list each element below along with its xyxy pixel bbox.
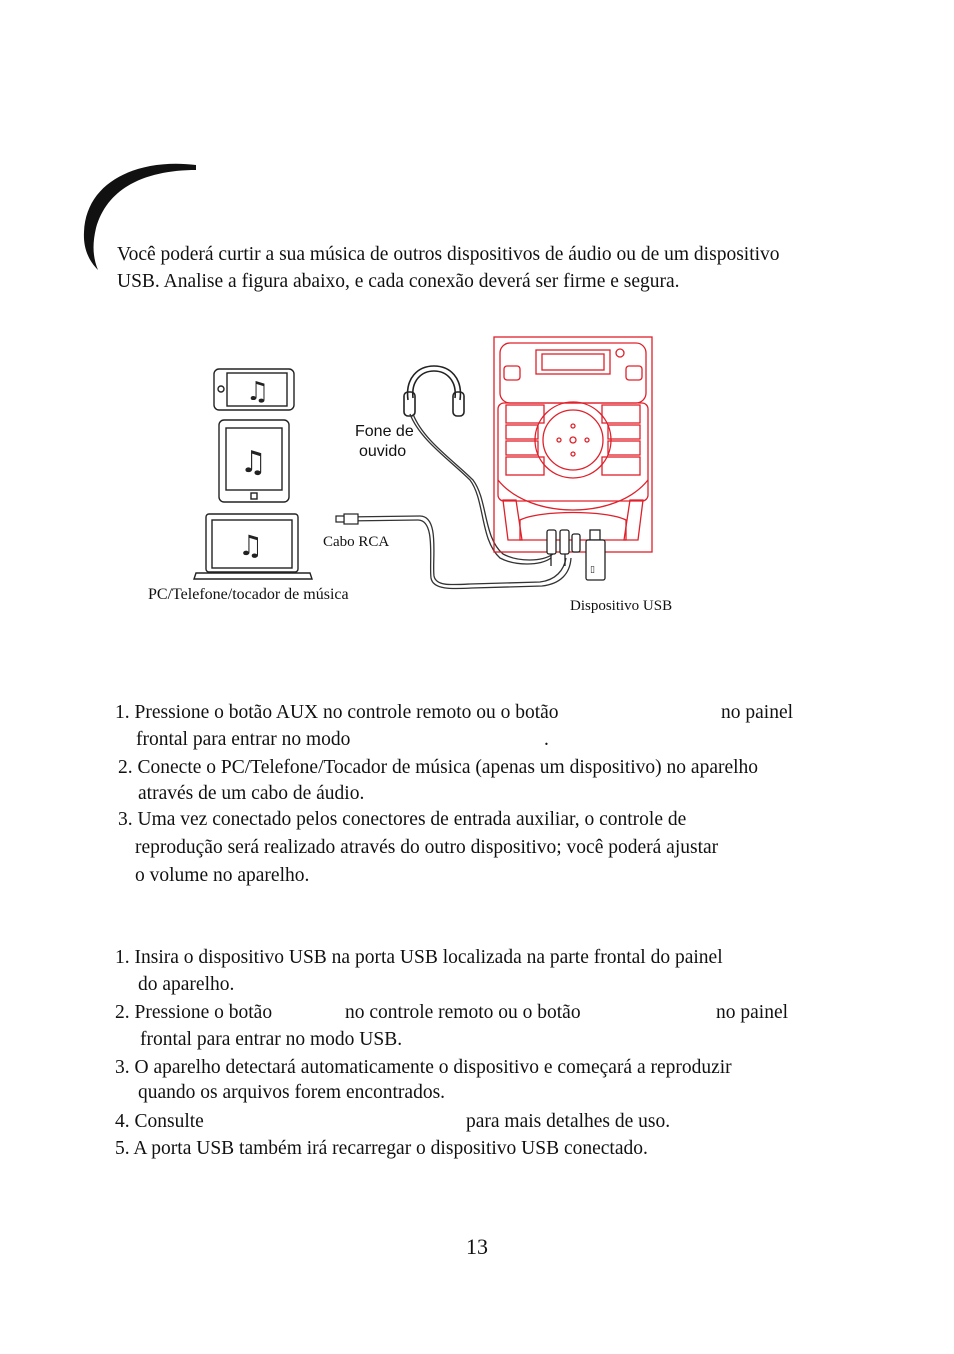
usb-step-3b: quando os arquivos forem encontrados. bbox=[138, 1082, 446, 1103]
aux-step-3c: o volume no aparelho. bbox=[135, 865, 310, 886]
intro-line-2: USB. Analise a figura abaixo, e cada conexão deverá ser firme e segura. bbox=[117, 271, 680, 292]
usb-step-2c: no painel bbox=[716, 1002, 789, 1023]
aux-step-1a: 1. Pressione o botão AUX no controle remoto ou o botão bbox=[115, 702, 559, 723]
phone-icon bbox=[214, 369, 294, 410]
svg-text:♫: ♫ bbox=[246, 377, 270, 407]
speaker-unit bbox=[494, 337, 652, 552]
usb-step-1a: 1. Insira o dispositivo USB na porta USB localizada na parte frontal do painel bbox=[115, 947, 723, 968]
aux-step-2b: através de um cabo de áudio. bbox=[138, 783, 365, 804]
svg-text:♫: ♫ bbox=[238, 529, 264, 562]
usb-step-2b: no controle remoto ou o botão bbox=[345, 1002, 581, 1023]
aux-step-1d: . bbox=[544, 729, 549, 750]
usb-step-2a: 2. Pressione o botão bbox=[115, 1002, 273, 1023]
usb-step-2d: frontal para entrar no modo USB. bbox=[140, 1029, 403, 1050]
headphone-label-line-1: Fone de bbox=[355, 423, 414, 440]
svg-text:▯: ▯ bbox=[590, 565, 595, 575]
aux-step-1b: no painel bbox=[721, 702, 794, 723]
usb-stick-icon bbox=[586, 530, 605, 580]
usb-step-1b: do aparelho. bbox=[138, 974, 235, 995]
intro-line-1: Você poderá curtir a sua música de outros dispositivos de áudio ou de um dispositivo bbox=[117, 244, 780, 265]
usb-device-label: Dispositivo USB bbox=[570, 598, 673, 614]
aux-step-2a: 2. Conecte o PC/Telefone/Tocador de música (apenas um dispositivo) no aparelho bbox=[118, 757, 759, 778]
headphone-label-line-2: ouvido bbox=[359, 443, 407, 460]
usb-step-3a: 3. O aparelho detectará automaticamente o dispositivo e começará a reproduzir bbox=[115, 1057, 732, 1078]
rca-cable-label: Cabo RCA bbox=[323, 534, 390, 550]
headphones-icon bbox=[404, 366, 464, 416]
devices-label: PC/Telefone/tocador de música bbox=[148, 586, 349, 603]
page-number: 13 bbox=[466, 1234, 488, 1259]
laptop-icon bbox=[194, 514, 312, 579]
usb-step-4a: 4. Consulte bbox=[115, 1111, 204, 1132]
usb-step-5: 5. A porta USB também irá recarregar o dispositivo USB conectado. bbox=[115, 1138, 648, 1159]
aux-step-3a: 3. Uma vez conectado pelos conectores de entrada auxiliar, o controle de bbox=[118, 809, 687, 830]
aux-step-1c: frontal para entrar no modo bbox=[136, 729, 351, 750]
usb-step-4b: para mais detalhes de uso. bbox=[466, 1111, 671, 1132]
aux-step-3b: reprodução será realizado através do outro dispositivo; você poderá ajustar bbox=[135, 837, 719, 858]
svg-text:♫: ♫ bbox=[240, 445, 267, 480]
tablet-icon bbox=[219, 420, 289, 502]
